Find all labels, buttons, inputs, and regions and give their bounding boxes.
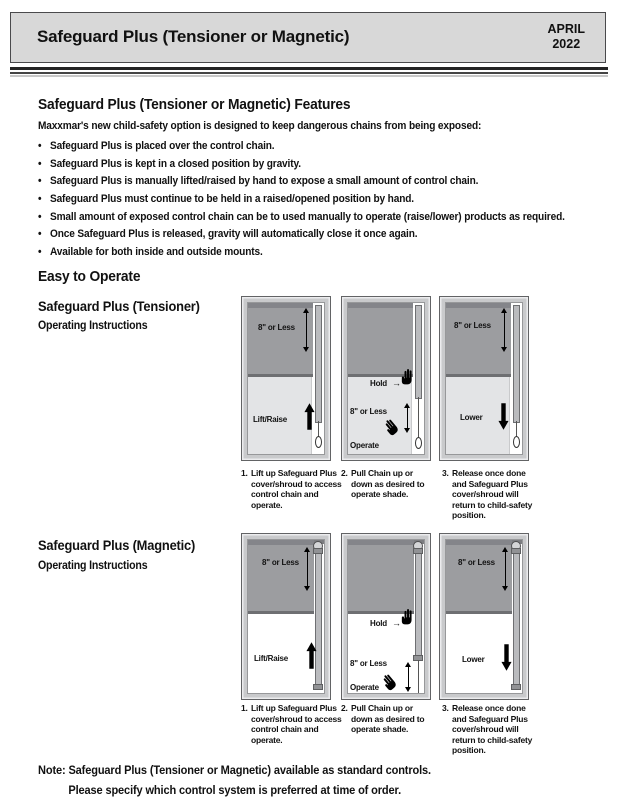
dimension-arrow-icon bbox=[500, 308, 509, 352]
window-interior bbox=[347, 539, 425, 694]
dimension-arrow-icon bbox=[302, 308, 311, 352]
feature-bullet: • Small amount of exposed control chain can be to used manually to operate (raise/lower) products as required. bbox=[38, 210, 565, 223]
hold-label: Hold bbox=[370, 379, 387, 388]
measure-label: 8" or Less bbox=[458, 558, 495, 567]
bullet-icon: • bbox=[38, 175, 42, 188]
rod-bracket bbox=[313, 684, 323, 690]
hand-icon bbox=[379, 671, 401, 693]
easy-to-operate-heading: Easy to Operate bbox=[38, 268, 141, 285]
down-arrow-icon bbox=[498, 403, 509, 430]
cover-shroud bbox=[415, 548, 422, 660]
bullet-icon: • bbox=[38, 140, 42, 152]
tensioner-diagram-2 bbox=[341, 296, 431, 461]
measure-label: 8" or Less bbox=[258, 323, 295, 332]
headrail bbox=[248, 540, 314, 545]
note-line-2: Please specify which control system is preferred at time of order. bbox=[68, 783, 402, 797]
tensioner-title: Safeguard Plus (Tensioner) bbox=[38, 298, 200, 314]
chain-loop bbox=[415, 437, 422, 449]
cover-shroud bbox=[415, 305, 422, 399]
up-arrow-icon bbox=[306, 642, 317, 669]
header-bar bbox=[10, 12, 606, 63]
window-interior bbox=[247, 302, 325, 455]
rod-bracket bbox=[511, 684, 521, 690]
tensioner-diagram-3 bbox=[439, 296, 529, 461]
cover-shroud bbox=[513, 305, 520, 423]
bullet-icon: • bbox=[38, 210, 42, 223]
page-title: Safeguard Plus (Tensioner or Magnetic) bbox=[37, 27, 350, 46]
action-label: Lift/Raise bbox=[253, 415, 288, 424]
right-arrow-icon: → bbox=[392, 378, 401, 388]
step-text: Lift up Safeguard Plus cover/shroud to access control chain and operate. bbox=[251, 468, 342, 510]
step-text: Pull Chain up or down as desired to operate shade. bbox=[351, 703, 425, 734]
magnetic-title: Safeguard Plus (Magnetic) bbox=[38, 537, 196, 553]
window-interior bbox=[445, 539, 523, 694]
date-month: APRIL bbox=[547, 22, 585, 36]
bullet-icon: • bbox=[38, 228, 42, 241]
feature-bullet: • Once Safeguard Plus is released, gravity will automatically close it once again. bbox=[38, 228, 418, 241]
features-heading: Safeguard Plus (Tensioner or Magnetic) Features bbox=[38, 96, 351, 113]
action-label: Lower bbox=[460, 413, 483, 422]
bullet-icon: • bbox=[38, 193, 42, 206]
measure-label: 8" or Less bbox=[350, 407, 387, 416]
step-number: 1. bbox=[241, 468, 248, 478]
divider-rule bbox=[10, 75, 608, 77]
magnetic-subtitle: Operating Instructions bbox=[38, 560, 148, 572]
features-intro: Maxxmar's new child-safety option is designed to keep dangerous chains from being exposed: bbox=[38, 120, 482, 132]
date-stamp bbox=[548, 22, 586, 52]
tensioner-subtitle: Operating Instructions bbox=[38, 320, 148, 332]
hand-icon bbox=[381, 416, 403, 438]
control-chain bbox=[418, 397, 419, 441]
chain-loop bbox=[315, 436, 322, 448]
magnetic-diagram-3 bbox=[439, 533, 529, 700]
step-text: Pull Chain up or down as desired to operate shade. bbox=[351, 468, 425, 499]
tensioner-diagram-1 bbox=[241, 296, 331, 461]
bullet-icon: • bbox=[38, 157, 42, 170]
magnetic-diagram-2 bbox=[341, 533, 431, 700]
note-line-1: Note: Safeguard Plus (Tensioner or Magnetic) available as standard controls. bbox=[38, 763, 431, 777]
measure-label: 8" or Less bbox=[262, 558, 299, 567]
shade bbox=[348, 303, 413, 377]
step-number: 3. bbox=[442, 468, 449, 478]
step-number: 2. bbox=[341, 468, 348, 478]
headrail bbox=[348, 303, 413, 308]
divider-rule bbox=[10, 67, 608, 70]
operate-label: Operate bbox=[350, 683, 379, 692]
step-number: 3. bbox=[442, 703, 449, 713]
measure-label: 8" or Less bbox=[350, 659, 387, 668]
divider-rule bbox=[10, 72, 608, 74]
tensioner-step-3 bbox=[442, 468, 540, 521]
headrail bbox=[348, 540, 414, 545]
window-interior bbox=[445, 302, 523, 455]
magnetic-step-3 bbox=[442, 703, 540, 756]
feature-bullet: • Safeguard Plus is kept in a closed position by gravity. bbox=[38, 157, 301, 170]
tensioner-step-2 bbox=[341, 468, 429, 500]
action-label: Lower bbox=[462, 655, 485, 664]
up-arrow-icon bbox=[304, 403, 315, 430]
rod-bracket bbox=[511, 548, 521, 554]
cover-shroud bbox=[315, 305, 322, 423]
window-interior bbox=[347, 302, 425, 455]
magnetic-step-2 bbox=[341, 703, 429, 735]
shade bbox=[348, 540, 414, 614]
headrail bbox=[446, 540, 512, 545]
footer-note bbox=[38, 763, 608, 797]
bullet-icon: • bbox=[38, 246, 42, 259]
step-number: 1. bbox=[241, 703, 248, 713]
rod-bracket bbox=[313, 548, 323, 554]
feature-bullet: • Safeguard Plus must continue to be held in a raised/opened position by hand. bbox=[38, 193, 414, 206]
magnetic-diagram-1 bbox=[241, 533, 331, 700]
window-interior bbox=[247, 539, 325, 694]
hand-icon bbox=[400, 609, 415, 625]
cover-shroud bbox=[513, 548, 520, 689]
dimension-arrow-icon bbox=[501, 547, 510, 591]
right-arrow-icon: → bbox=[392, 618, 401, 628]
feature-bullet: • Safeguard Plus is placed over the control chain. bbox=[38, 140, 275, 152]
feature-bullet: • Safeguard Plus is manually lifted/raised by hand to expose a small amount of control chain. bbox=[38, 175, 479, 188]
features-list bbox=[38, 120, 618, 265]
dimension-arrow-icon bbox=[303, 547, 312, 591]
hand-icon bbox=[400, 369, 415, 385]
dimension-arrow-icon bbox=[404, 662, 413, 692]
step-text: Release once done and Safeguard Plus cover/shroud will return to child-safety position. bbox=[452, 468, 533, 520]
measure-label: 8" or Less bbox=[454, 321, 491, 330]
control-chain bbox=[418, 660, 419, 693]
rod-bracket bbox=[413, 548, 423, 554]
tensioner-step-1 bbox=[241, 468, 343, 510]
step-text: Release once done and Safeguard Plus cover/shroud will return to child-safety position. bbox=[452, 703, 533, 755]
feature-bullet: • Available for both inside and outside mounts. bbox=[38, 246, 263, 259]
hold-label: Hold bbox=[370, 619, 387, 628]
date-year: 2022 bbox=[552, 37, 581, 51]
action-label: Lift/Raise bbox=[254, 654, 289, 663]
operate-label: Operate bbox=[350, 441, 379, 450]
magnetic-step-1 bbox=[241, 703, 343, 745]
chain-loop bbox=[513, 436, 520, 448]
step-number: 2. bbox=[341, 703, 348, 713]
dimension-arrow-icon bbox=[403, 403, 412, 433]
down-arrow-icon bbox=[501, 644, 512, 671]
step-text: Lift up Safeguard Plus cover/shroud to access control chain and operate. bbox=[251, 703, 342, 745]
